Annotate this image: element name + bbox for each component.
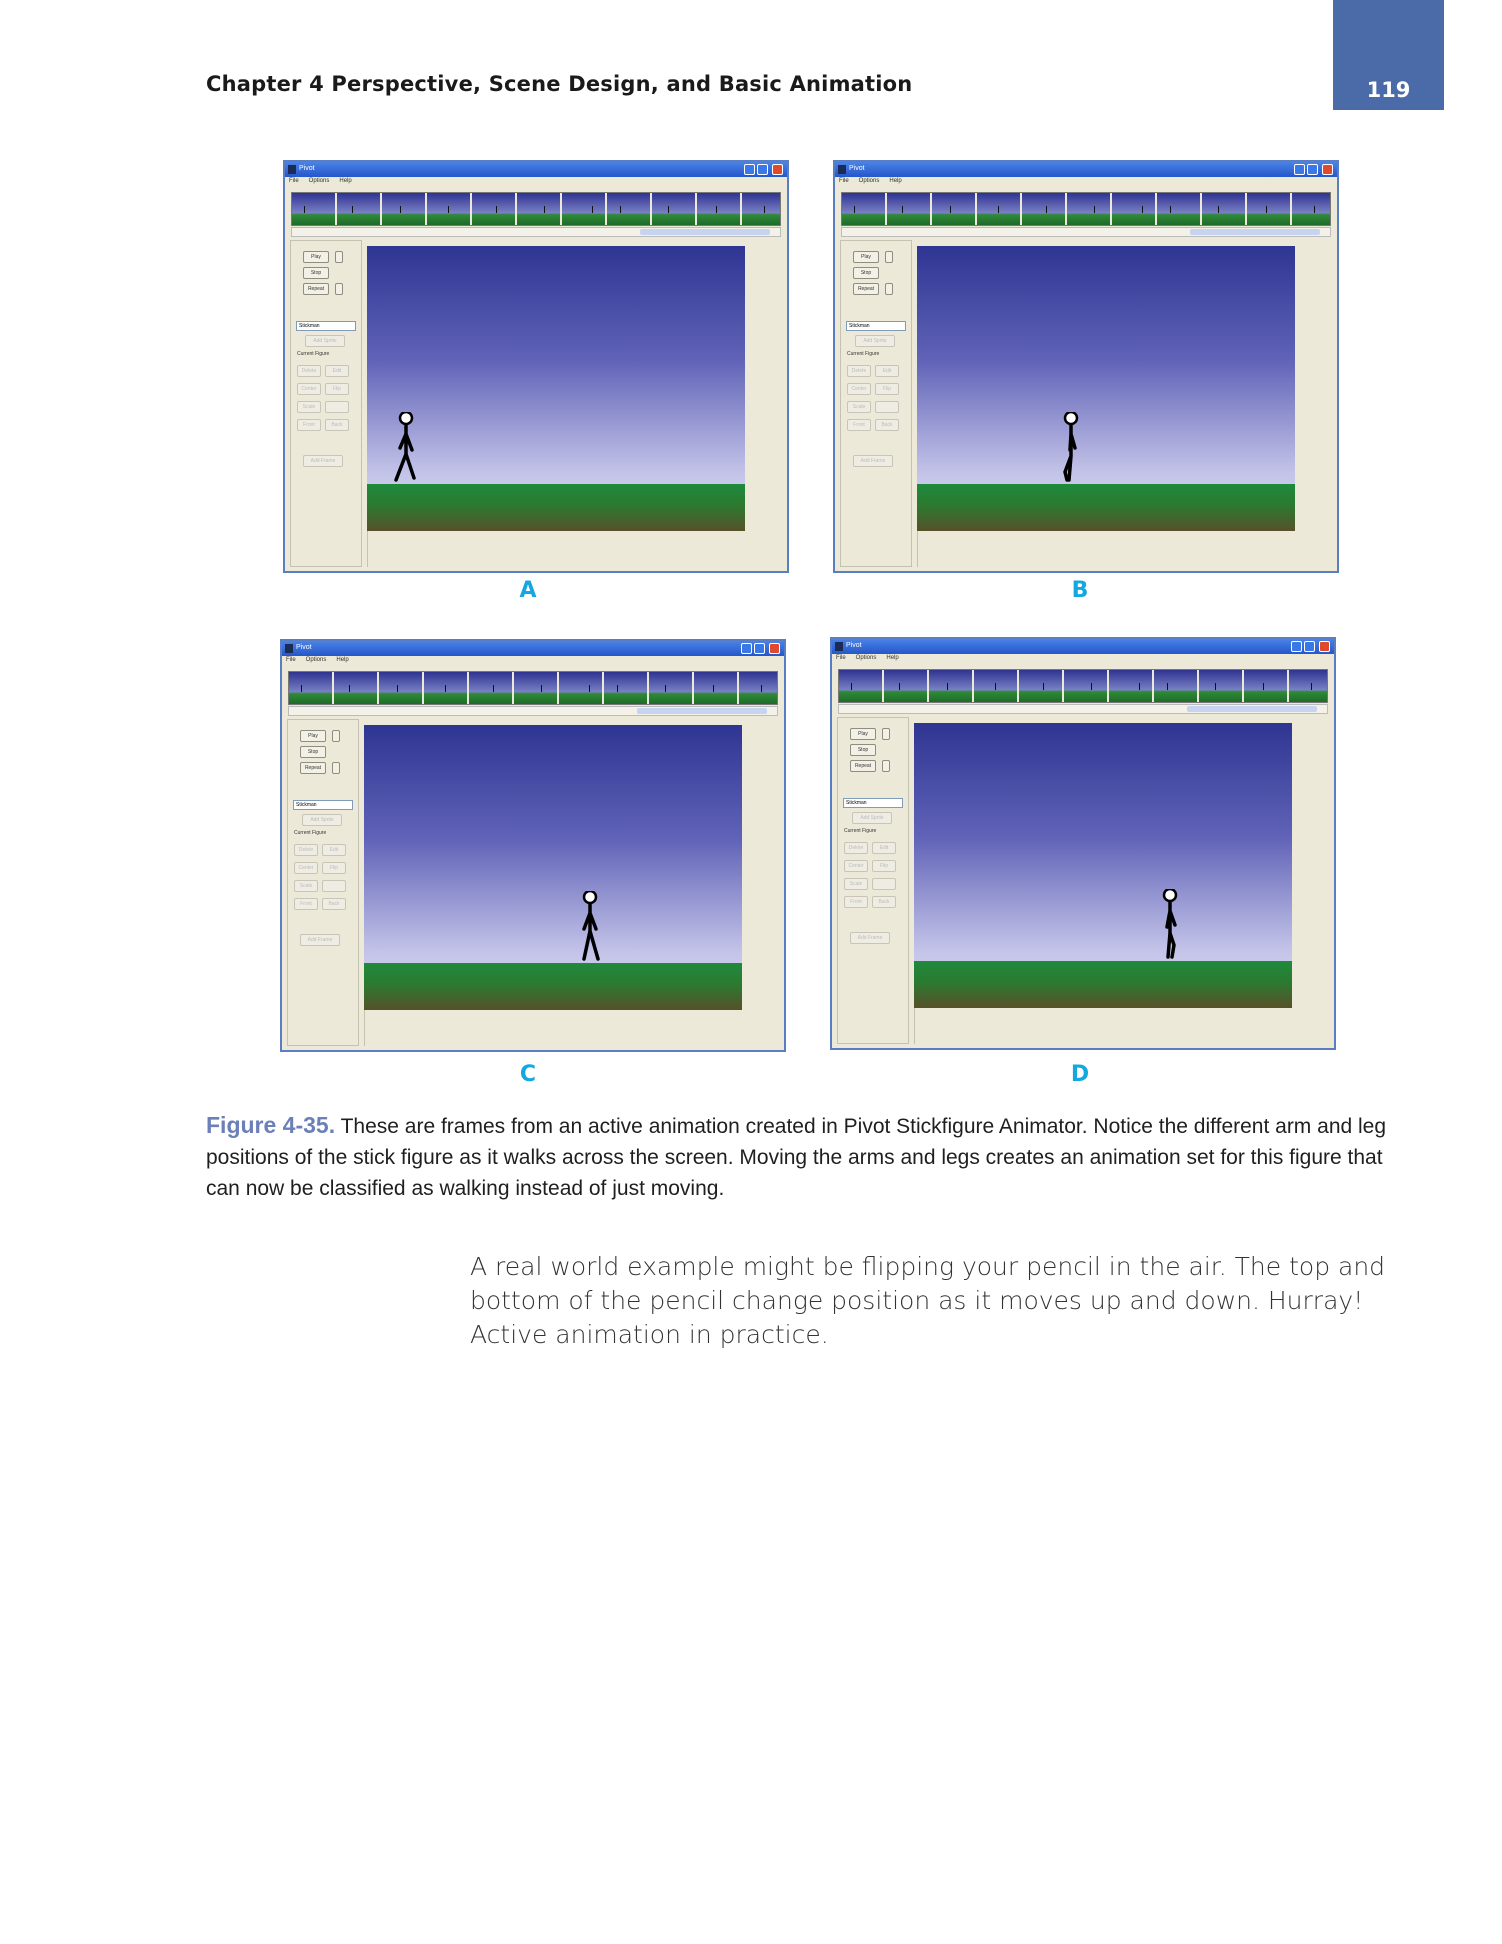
stop-button[interactable]: Stop	[300, 746, 326, 758]
menu-file[interactable]: File	[839, 178, 849, 184]
edit-button[interactable]: Edit	[325, 365, 349, 377]
menu-bar	[286, 657, 349, 667]
animation-canvas[interactable]	[917, 246, 1295, 531]
stickman-figure[interactable]	[1156, 889, 1186, 961]
speed-up-arrow[interactable]	[332, 730, 340, 742]
stickman-figure[interactable]	[392, 412, 422, 484]
stickman-limbs	[584, 903, 598, 959]
menu-help[interactable]: Help	[339, 178, 352, 184]
speed-up-arrow[interactable]	[885, 251, 893, 263]
timeline-frame-thumb[interactable]	[1199, 670, 1244, 702]
thumb-stickman	[541, 685, 542, 692]
app-icon	[288, 165, 296, 174]
window-title: Pivot	[299, 165, 315, 172]
front-button[interactable]: Front	[847, 419, 871, 431]
thumb-stickman	[397, 685, 398, 692]
panel-label-b: B	[1071, 578, 1089, 603]
thumb-stickman	[716, 206, 717, 213]
thumb-stickman	[1139, 683, 1140, 690]
timeline-frame-thumb[interactable]	[977, 193, 1022, 225]
add-sprite-button[interactable]: Add Sprite	[855, 335, 895, 347]
scale-spinner[interactable]	[325, 401, 349, 413]
thumb-stickman	[1046, 206, 1047, 213]
timeline-frame-thumb[interactable]	[1157, 193, 1202, 225]
delete-button[interactable]: Delete	[847, 365, 871, 377]
timeline-scrollbar[interactable]	[291, 227, 781, 237]
timeline-frame-thumb[interactable]	[562, 193, 607, 225]
minimize-button[interactable]	[744, 164, 755, 175]
timeline-frame-thumb[interactable]	[1244, 670, 1289, 702]
stickman-limbs	[1167, 901, 1175, 957]
thumb-stickman	[1311, 683, 1312, 690]
menu-help[interactable]: Help	[336, 657, 349, 663]
app-icon	[835, 642, 843, 651]
play-button[interactable]: Play	[300, 730, 326, 742]
thumb-stickman	[947, 683, 948, 690]
stickman-head	[1065, 412, 1077, 424]
flip-button[interactable]: Flip	[322, 862, 346, 874]
thumb-stickman	[304, 206, 305, 213]
timeline-frame-thumb[interactable]	[517, 193, 562, 225]
thumb-stickman	[589, 685, 590, 692]
menu-bar	[839, 178, 902, 188]
delete-button[interactable]: Delete	[297, 365, 321, 377]
maximize-button[interactable]	[754, 643, 765, 654]
timeline-frame-thumb[interactable]	[1292, 193, 1337, 225]
window-title: Pivot	[849, 165, 865, 172]
ground	[367, 484, 745, 531]
page-number: 119	[1366, 78, 1411, 102]
scale-button[interactable]: Scale	[847, 401, 871, 413]
play-button[interactable]: Play	[303, 251, 329, 263]
figure-caption-text: These are frames from an active animation created in Pivot Stickfigure Animator. Notice the different arm and leg positions of the stick figure as it walks across the screen. Moving the arms and legs creates an animation set for this figure that can now be classified as walking instead of just moving.	[206, 1115, 1387, 1200]
canvas-workspace	[364, 1010, 780, 1046]
frame-timeline[interactable]	[838, 669, 1328, 703]
pivot-window-b	[833, 160, 1339, 573]
speed-down-arrow[interactable]	[882, 760, 890, 772]
minimize-button[interactable]	[1291, 641, 1302, 652]
scrollbar-thumb[interactable]	[637, 708, 767, 714]
menu-file[interactable]: File	[836, 655, 846, 661]
delete-button[interactable]: Delete	[844, 842, 868, 854]
timeline-frame-thumb[interactable]	[559, 672, 604, 704]
app-icon	[838, 165, 846, 174]
stickman-figure[interactable]	[1057, 412, 1087, 484]
timeline-frame-thumb[interactable]	[427, 193, 472, 225]
thumb-stickman	[1091, 683, 1092, 690]
timeline-frame-thumb[interactable]	[884, 670, 929, 702]
thumb-stickman	[448, 206, 449, 213]
edit-button[interactable]: Edit	[872, 842, 896, 854]
edit-button[interactable]: Edit	[875, 365, 899, 377]
front-button[interactable]: Front	[844, 896, 868, 908]
timeline-frame-thumb[interactable]	[424, 672, 469, 704]
thumb-stickman	[899, 683, 900, 690]
thumb-stickman	[1043, 683, 1044, 690]
thumb-stickman	[668, 206, 669, 213]
thumb-stickman	[617, 685, 618, 692]
center-button[interactable]: Center	[297, 383, 321, 395]
animation-canvas[interactable]	[364, 725, 742, 1010]
speed-down-arrow[interactable]	[885, 283, 893, 295]
thumb-stickman	[761, 685, 762, 692]
canvas-workspace	[367, 531, 783, 567]
speed-down-arrow[interactable]	[332, 762, 340, 774]
thumb-stickman	[713, 685, 714, 692]
thumb-stickman	[445, 685, 446, 692]
scrollbar-thumb[interactable]	[640, 229, 770, 235]
figure-type-select[interactable]: Stickman	[843, 798, 903, 808]
menu-file[interactable]: File	[289, 178, 299, 184]
panel-label-d: D	[1070, 1062, 1090, 1087]
center-button[interactable]: Center	[844, 860, 868, 872]
menu-options[interactable]: Options	[305, 657, 327, 663]
thumb-stickman	[995, 683, 996, 690]
close-button[interactable]	[1319, 641, 1330, 652]
thumb-stickman	[1314, 206, 1315, 213]
app-icon	[285, 644, 293, 653]
current-figure-label: Current Figure	[297, 351, 330, 357]
center-button[interactable]: Center	[847, 383, 871, 395]
timeline-frame-thumb[interactable]	[1022, 193, 1067, 225]
ground	[917, 484, 1295, 531]
speed-down-arrow[interactable]	[335, 283, 343, 295]
timeline-frame-thumb[interactable]	[1202, 193, 1247, 225]
add-sprite-button[interactable]: Add Sprite	[305, 335, 345, 347]
thumb-stickman	[1215, 683, 1216, 690]
thumb-stickman	[349, 685, 350, 692]
window-title: Pivot	[296, 644, 312, 651]
timeline-frame-thumb[interactable]	[382, 193, 427, 225]
timeline-scrollbar[interactable]	[288, 706, 778, 716]
menu-bar	[836, 655, 899, 665]
scale-spinner[interactable]	[872, 878, 896, 890]
menu-options[interactable]: Options	[308, 178, 330, 184]
flip-button[interactable]: Flip	[875, 383, 899, 395]
frame-timeline[interactable]	[288, 671, 778, 705]
timeline-frame-thumb[interactable]	[514, 672, 559, 704]
thumb-stickman	[851, 683, 852, 690]
timeline-frame-thumb[interactable]	[929, 670, 974, 702]
menu-options[interactable]: Options	[858, 178, 880, 184]
figure-type-select[interactable]: Stickman	[846, 321, 906, 331]
repeat-checkbox[interactable]: Repeat	[300, 762, 326, 774]
stickman-head	[1164, 889, 1176, 901]
timeline-frame-thumb[interactable]	[292, 193, 337, 225]
figure-caption-label: Figure 4-35.	[206, 1112, 336, 1138]
thumb-stickman	[352, 206, 353, 213]
stop-button[interactable]: Stop	[850, 744, 876, 756]
timeline-frame-thumb[interactable]	[649, 672, 694, 704]
thumb-stickman	[1170, 206, 1171, 213]
thumb-stickman	[496, 206, 497, 213]
close-button[interactable]	[772, 164, 783, 175]
control-panel	[290, 240, 362, 567]
stickman-figure[interactable]	[576, 891, 606, 963]
timeline-frame-thumb[interactable]	[1247, 193, 1292, 225]
frame-timeline[interactable]	[291, 192, 781, 226]
thumb-stickman	[493, 685, 494, 692]
center-button[interactable]: Center	[294, 862, 318, 874]
control-panel	[840, 240, 912, 567]
thumb-stickman	[400, 206, 401, 213]
timeline-frame-thumb[interactable]	[337, 193, 382, 225]
timeline-frame-thumb[interactable]	[469, 672, 514, 704]
stop-button[interactable]: Stop	[853, 267, 879, 279]
add-frame-button[interactable]: Add Frame	[303, 455, 343, 467]
timeline-frame-thumb[interactable]	[742, 193, 787, 225]
panel-label-a: A	[519, 578, 537, 603]
flip-button[interactable]: Flip	[325, 383, 349, 395]
repeat-checkbox[interactable]: Repeat	[303, 283, 329, 295]
maximize-button[interactable]	[757, 164, 768, 175]
speed-up-arrow[interactable]	[882, 728, 890, 740]
timeline-frame-thumb[interactable]	[604, 672, 649, 704]
menu-file[interactable]: File	[286, 657, 296, 663]
add-frame-button[interactable]: Add Frame	[850, 932, 890, 944]
back-button[interactable]: Back	[325, 419, 349, 431]
timeline-frame-thumb[interactable]	[1019, 670, 1064, 702]
timeline-frame-thumb[interactable]	[842, 193, 887, 225]
thumb-stickman	[1218, 206, 1219, 213]
minimize-button[interactable]	[1294, 164, 1305, 175]
thumb-stickman	[592, 206, 593, 213]
timeline-frame-thumb[interactable]	[697, 193, 742, 225]
menu-help[interactable]: Help	[886, 655, 899, 661]
timeline-frame-thumb[interactable]	[334, 672, 379, 704]
stickman-head	[584, 891, 596, 903]
scale-button[interactable]: Scale	[844, 878, 868, 890]
pivot-window-d	[830, 637, 1336, 1050]
thumb-stickman	[544, 206, 545, 213]
timeline-frame-thumb[interactable]	[839, 670, 884, 702]
close-button[interactable]	[1322, 164, 1333, 175]
timeline-frame-thumb[interactable]	[694, 672, 739, 704]
canvas-workspace	[914, 1008, 1330, 1044]
stickman-limbs	[1065, 424, 1075, 480]
pivot-window-c	[280, 639, 786, 1052]
stop-button[interactable]: Stop	[303, 267, 329, 279]
back-button[interactable]: Back	[872, 896, 896, 908]
speed-up-arrow[interactable]	[335, 251, 343, 263]
window-titlebar[interactable]	[285, 162, 787, 177]
window-titlebar[interactable]	[832, 639, 1334, 654]
pivot-window-a	[283, 160, 789, 573]
thumb-stickman	[1142, 206, 1143, 213]
control-panel	[287, 719, 359, 1046]
thumb-stickman	[854, 206, 855, 213]
timeline-frame-thumb[interactable]	[1289, 670, 1334, 702]
window-titlebar[interactable]	[282, 641, 784, 656]
edit-button[interactable]: Edit	[322, 844, 346, 856]
scale-spinner[interactable]	[875, 401, 899, 413]
page-number-tab	[1333, 0, 1444, 110]
menu-options[interactable]: Options	[855, 655, 877, 661]
menu-help[interactable]: Help	[889, 178, 902, 184]
current-figure-label: Current Figure	[844, 828, 877, 834]
figure-type-select[interactable]: Stickman	[293, 800, 353, 810]
close-button[interactable]	[769, 643, 780, 654]
play-button[interactable]: Play	[853, 251, 879, 263]
current-figure-label: Current Figure	[294, 830, 327, 836]
scrollbar-thumb[interactable]	[1187, 706, 1317, 712]
window-titlebar[interactable]	[835, 162, 1337, 177]
timeline-frame-thumb[interactable]	[739, 672, 784, 704]
add-frame-button[interactable]: Add Frame	[853, 455, 893, 467]
play-button[interactable]: Play	[850, 728, 876, 740]
timeline-frame-thumb[interactable]	[1109, 670, 1154, 702]
timeline-frame-thumb[interactable]	[974, 670, 1019, 702]
scale-button[interactable]: Scale	[294, 880, 318, 892]
thumb-stickman	[764, 206, 765, 213]
timeline-frame-thumb[interactable]	[289, 672, 334, 704]
control-panel	[837, 717, 909, 1044]
thumb-stickman	[665, 685, 666, 692]
minimize-button[interactable]	[741, 643, 752, 654]
timeline-frame-thumb[interactable]	[472, 193, 517, 225]
thumb-stickman	[1094, 206, 1095, 213]
back-button[interactable]: Back	[875, 419, 899, 431]
back-button[interactable]: Back	[322, 898, 346, 910]
scale-button[interactable]: Scale	[297, 401, 321, 413]
add-sprite-button[interactable]: Add Sprite	[852, 812, 892, 824]
add-sprite-button[interactable]: Add Sprite	[302, 814, 342, 826]
maximize-button[interactable]	[1307, 164, 1318, 175]
thumb-stickman	[301, 685, 302, 692]
timeline-scrollbar[interactable]	[841, 227, 1331, 237]
timeline-frame-thumb[interactable]	[379, 672, 424, 704]
animation-canvas[interactable]	[367, 246, 745, 531]
figure-caption	[206, 1110, 1396, 1204]
canvas-workspace	[917, 531, 1333, 567]
menu-bar	[289, 178, 352, 188]
ground	[914, 961, 1292, 1008]
timeline-frame-thumb[interactable]	[1154, 670, 1199, 702]
repeat-checkbox[interactable]: Repeat	[850, 760, 876, 772]
stickman-head	[400, 412, 412, 424]
timeline-frame-thumb[interactable]	[1064, 670, 1109, 702]
repeat-checkbox[interactable]: Repeat	[853, 283, 879, 295]
running-header-title: Chapter 4 Perspective, Scene Design, and Basic Animation	[206, 72, 913, 96]
timeline-frame-thumb[interactable]	[932, 193, 977, 225]
thumb-stickman	[902, 206, 903, 213]
ground	[364, 963, 742, 1010]
maximize-button[interactable]	[1304, 641, 1315, 652]
delete-button[interactable]: Delete	[294, 844, 318, 856]
scale-spinner[interactable]	[322, 880, 346, 892]
flip-button[interactable]: Flip	[872, 860, 896, 872]
front-button[interactable]: Front	[297, 419, 321, 431]
front-button[interactable]: Front	[294, 898, 318, 910]
frame-timeline[interactable]	[841, 192, 1331, 226]
timeline-frame-thumb[interactable]	[652, 193, 697, 225]
thumb-stickman	[998, 206, 999, 213]
current-figure-label: Current Figure	[847, 351, 880, 357]
add-frame-button[interactable]: Add Frame	[300, 934, 340, 946]
timeline-scrollbar[interactable]	[838, 704, 1328, 714]
thumb-stickman	[1263, 683, 1264, 690]
animation-canvas[interactable]	[914, 723, 1292, 1008]
timeline-frame-thumb[interactable]	[607, 193, 652, 225]
stickman-limbs	[396, 424, 414, 480]
timeline-frame-thumb[interactable]	[1067, 193, 1112, 225]
thumb-stickman	[620, 206, 621, 213]
figure-type-select[interactable]: Stickman	[296, 321, 356, 331]
window-title: Pivot	[846, 642, 862, 649]
timeline-frame-thumb[interactable]	[1112, 193, 1157, 225]
panel-label-c: C	[519, 1062, 537, 1087]
thumb-stickman	[950, 206, 951, 213]
thumb-stickman	[1266, 206, 1267, 213]
scrollbar-thumb[interactable]	[1190, 229, 1320, 235]
timeline-frame-thumb[interactable]	[887, 193, 932, 225]
body-paragraph: A real world example might be flipping your pencil in the air. The top and bottom of the pencil change position as it moves up and down. Hurray! Active animation in practice.	[470, 1252, 1386, 1349]
thumb-stickman	[1167, 683, 1168, 690]
